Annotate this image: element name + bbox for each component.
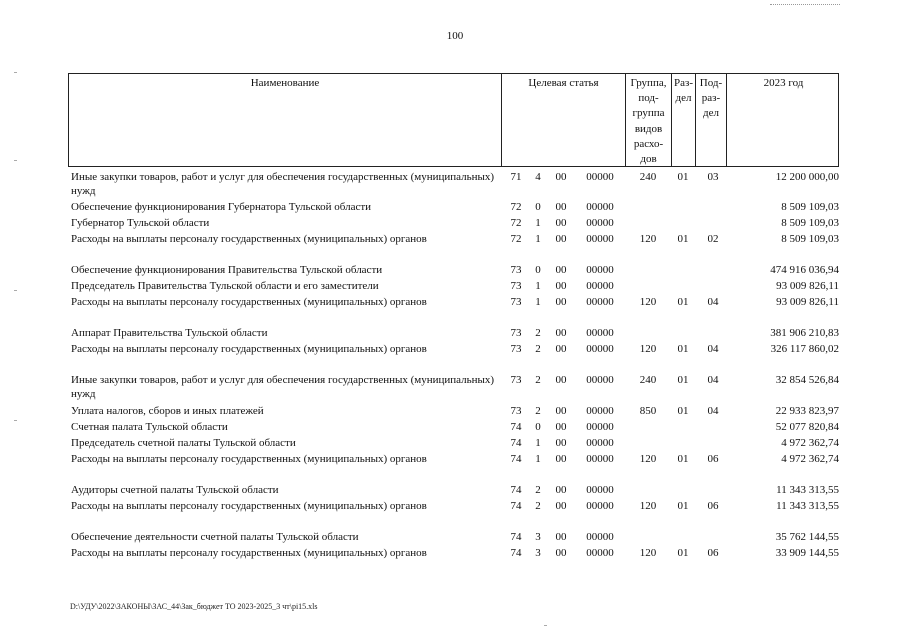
target-article-direction: 00000: [586, 217, 614, 229]
amount-2023: 33 909 144,55: [775, 547, 839, 559]
row-name: Обеспечение деятельности счетной палаты Тульской области: [71, 531, 359, 543]
expense-group: 120: [639, 500, 657, 512]
header-group-line: расхо-: [633, 137, 664, 150]
section: 01: [677, 171, 689, 183]
target-article-event: 00: [555, 264, 567, 276]
row-name: Расходы на выплаты персоналу государственных (муниципальных) органов: [71, 343, 427, 355]
header-group-line: Группа,: [630, 77, 667, 89]
expense-group: 240: [639, 171, 657, 183]
amount-2023: 381 906 210,83: [770, 327, 839, 339]
subsection: 06: [707, 547, 719, 559]
section: 01: [677, 547, 689, 559]
target-article-subprogram: 1: [535, 296, 541, 308]
target-article-event: 00: [555, 531, 567, 543]
subsection: 03: [707, 171, 719, 183]
target-article-program: 73: [510, 374, 522, 386]
target-article-program: 72: [510, 217, 522, 229]
target-article-direction: 00000: [586, 343, 614, 355]
amount-2023: 326 117 860,02: [770, 343, 839, 355]
target-article-subprogram: 2: [535, 327, 541, 339]
target-article-direction: 00000: [586, 233, 614, 245]
amount-2023: 35 762 144,55: [775, 531, 839, 543]
amount-2023: 4 972 362,74: [781, 453, 839, 465]
target-article-direction: 00000: [586, 296, 614, 308]
expense-group: 850: [639, 405, 657, 417]
scan-artifact: [14, 420, 17, 421]
amount-2023: 93 009 826,11: [776, 296, 839, 308]
target-article-direction: 00000: [586, 547, 614, 559]
subsection: 04: [707, 296, 719, 308]
row-name: Уплата налогов, сборов и иных платежей: [71, 405, 264, 417]
target-article-event: 00: [555, 547, 567, 559]
scan-artifact: [14, 72, 17, 73]
target-article-direction: 00000: [586, 280, 614, 292]
target-article-subprogram: 4: [535, 171, 541, 183]
row-name: Аппарат Правительства Тульской области: [71, 327, 268, 339]
target-article-event: 00: [555, 327, 567, 339]
row-name: Обеспечение функционирования Правительства Тульской области: [71, 264, 383, 276]
target-article-event: 00: [555, 437, 567, 449]
section: 01: [677, 343, 689, 355]
target-article-event: 00: [555, 405, 567, 417]
row-name: Иные закупки товаров, работ и услуг для обеспечения государственных (муниципальных) нужд: [71, 171, 495, 197]
target-article-direction: 00000: [586, 201, 614, 213]
target-article-subprogram: 1: [535, 217, 541, 229]
target-article-direction: 00000: [586, 453, 614, 465]
amount-2023: 4 972 362,74: [781, 437, 839, 449]
target-article-subprogram: 2: [535, 484, 541, 496]
section: 01: [677, 500, 689, 512]
header-year: 2023 год: [763, 77, 804, 89]
target-article-program: 74: [510, 531, 522, 543]
target-article-direction: 00000: [586, 484, 614, 496]
row-name: Расходы на выплаты персоналу государственных (муниципальных) органов: [71, 547, 427, 559]
target-article-program: 73: [510, 296, 522, 308]
row-name: Расходы на выплаты персоналу государственных (муниципальных) органов: [71, 500, 427, 512]
section: 01: [677, 233, 689, 245]
row-name: Расходы на выплаты персоналу государственных (муниципальных) органов: [71, 453, 427, 465]
page-number: 100: [446, 30, 464, 42]
target-article-direction: 00000: [586, 171, 614, 183]
target-article-event: 00: [555, 343, 567, 355]
amount-2023: 22 933 823,97: [775, 405, 839, 417]
target-article-subprogram: 3: [535, 531, 541, 543]
section: 01: [677, 453, 689, 465]
target-article-subprogram: 0: [535, 201, 541, 213]
header-section-line: Раз-: [673, 77, 693, 89]
target-article-event: 00: [555, 374, 567, 386]
target-article-event: 00: [555, 484, 567, 496]
amount-2023: 12 200 000,00: [775, 171, 839, 183]
target-article-direction: 00000: [586, 264, 614, 276]
header-subsection-line: дел: [703, 107, 719, 120]
target-article-subprogram: 2: [535, 500, 541, 512]
header-subsection-line: Под-: [699, 77, 723, 89]
target-article-event: 00: [555, 280, 567, 292]
amount-2023: 8 509 109,03: [781, 233, 839, 245]
header-group-line: дов: [640, 153, 657, 166]
target-article-event: 00: [555, 500, 567, 512]
footer-file-path: D:\УДУ\2022\ЗАКОНЫ\ЗАС_44\Зак_бюджет ТО 2023-2025_3 чт\рi15.xls: [70, 602, 318, 611]
row-name: Председатель счетной палаты Тульской области: [71, 437, 296, 449]
header-section-line: дел: [675, 92, 692, 105]
row-name: Иные закупки товаров, работ и услуг для обеспечения государственных (муниципальных) нужд: [71, 374, 495, 400]
section: 01: [677, 374, 689, 386]
amount-2023: 52 077 820,84: [775, 421, 839, 433]
target-article-event: 00: [555, 217, 567, 229]
scan-artifact: [14, 160, 17, 161]
amount-2023: 8 509 109,03: [781, 217, 839, 229]
target-article-subprogram: 2: [535, 405, 541, 417]
section: 01: [677, 405, 689, 417]
target-article-program: 73: [510, 280, 522, 292]
expense-group: 120: [639, 343, 657, 355]
target-article-program: 73: [510, 405, 522, 417]
scan-artifact: [544, 625, 547, 626]
target-article-program: 74: [510, 453, 522, 465]
target-article-subprogram: 0: [535, 264, 541, 276]
target-article-event: 00: [555, 233, 567, 245]
amount-2023: 8 509 109,03: [781, 201, 839, 213]
amount-2023: 32 854 526,84: [775, 374, 839, 386]
target-article-program: 72: [510, 233, 522, 245]
expense-group: 120: [639, 547, 657, 559]
target-article-direction: 00000: [586, 437, 614, 449]
target-article-event: 00: [555, 201, 567, 213]
header-name: Наименование: [69, 74, 502, 166]
target-article-subprogram: 1: [535, 437, 541, 449]
target-article-direction: 00000: [586, 327, 614, 339]
amount-2023: 11 343 313,55: [776, 500, 839, 512]
target-article-event: 00: [555, 453, 567, 465]
target-article-program: 74: [510, 484, 522, 496]
row-name: Расходы на выплаты персоналу государственных (муниципальных) органов: [71, 296, 427, 308]
amount-2023: 11 343 313,55: [776, 484, 839, 496]
target-article-subprogram: 3: [535, 547, 541, 559]
scan-artifact: [14, 290, 17, 291]
header-target-article: Целевая статья: [502, 74, 626, 166]
target-article-program: 73: [510, 264, 522, 276]
row-name: Счетная палата Тульской области: [71, 421, 228, 433]
target-article-subprogram: 1: [535, 233, 541, 245]
subsection: 06: [707, 500, 719, 512]
target-article-subprogram: 2: [535, 343, 541, 355]
row-name: Губернатор Тульской области: [71, 217, 210, 229]
target-article-direction: 00000: [586, 531, 614, 543]
subsection: 06: [707, 453, 719, 465]
amount-2023: 93 009 826,11: [776, 280, 839, 292]
subsection: 04: [707, 374, 719, 386]
header-subsection-line: раз-: [701, 92, 721, 105]
target-article-subprogram: 1: [535, 280, 541, 292]
expense-group: 120: [639, 453, 657, 465]
target-article-program: 74: [510, 547, 522, 559]
target-article-direction: 00000: [586, 500, 614, 512]
target-article-program: 73: [510, 327, 522, 339]
target-article-subprogram: 1: [535, 453, 541, 465]
row-name: Расходы на выплаты персоналу государственных (муниципальных) органов: [71, 233, 427, 245]
target-article-program: 74: [510, 500, 522, 512]
target-article-direction: 00000: [586, 405, 614, 417]
section: 01: [677, 296, 689, 308]
expense-group: 240: [639, 374, 657, 386]
target-article-program: 71: [510, 171, 522, 183]
header-group-line: видов: [634, 122, 663, 135]
target-article-event: 00: [555, 421, 567, 433]
target-article-program: 73: [510, 343, 522, 355]
subsection: 04: [707, 343, 719, 355]
target-article-subprogram: 0: [535, 421, 541, 433]
row-name: Председатель Правительства Тульской области и его заместители: [71, 280, 379, 292]
amount-2023: 474 916 036,94: [770, 264, 839, 276]
target-article-direction: 00000: [586, 421, 614, 433]
header-group-line: группа: [632, 107, 665, 120]
target-article-program: 72: [510, 201, 522, 213]
target-article-event: 00: [555, 171, 567, 183]
subsection: 02: [707, 233, 719, 245]
target-article-direction: 00000: [586, 374, 614, 386]
target-article-subprogram: 2: [535, 374, 541, 386]
target-article-event: 00: [555, 296, 567, 308]
header-group-line: под-: [638, 92, 659, 105]
target-article-program: 74: [510, 421, 522, 433]
subsection: 04: [707, 405, 719, 417]
row-name: Аудиторы счетной палаты Тульской области: [71, 484, 279, 496]
target-article-program: 74: [510, 437, 522, 449]
expense-group: 120: [639, 296, 657, 308]
row-name: Обеспечение функционирования Губернатора Тульской области: [71, 201, 372, 213]
expense-group: 120: [639, 233, 657, 245]
